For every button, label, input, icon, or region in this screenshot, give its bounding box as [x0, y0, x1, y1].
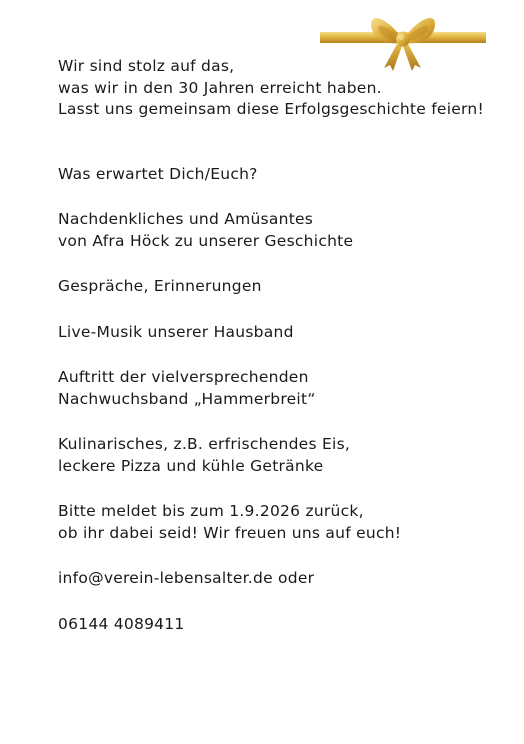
rsvp-line: ob ihr dabei seid! Wir freuen uns auf euch! [58, 523, 402, 542]
contact-phone: 06144 4089411 [58, 614, 185, 633]
intro-paragraph [58, 56, 508, 121]
agenda-item [58, 276, 508, 298]
agenda-item [58, 322, 508, 344]
invitation-text [58, 56, 508, 635]
intro-line: Lasst uns gemeinsam diese Erfolgsgeschichte feiern! [58, 100, 484, 118]
spacer [58, 477, 508, 501]
agenda-item [58, 434, 508, 477]
agenda-item-line: leckere Pizza und kühle Getränke [58, 456, 324, 475]
spacer [58, 544, 508, 568]
agenda-item-line: Gespräche, Erinnerungen [58, 277, 262, 295]
agenda-item [58, 209, 508, 252]
agenda-item-line: Kulinarisches, z.B. erfrischendes Eis, [58, 435, 351, 453]
agenda-item-line: Nachdenkliches und Amüsantes [58, 210, 314, 228]
agenda-item [58, 367, 508, 410]
intro-line: Wir sind stolz auf das, [58, 57, 235, 75]
spacer [58, 590, 508, 614]
spacer [58, 298, 508, 322]
spacer [58, 343, 508, 367]
agenda-heading: Was erwartet Dich/Euch? [58, 164, 258, 183]
agenda-item-line: von Afra Höck zu unserer Geschichte [58, 231, 354, 250]
spacer [58, 252, 508, 276]
spacer [58, 410, 508, 434]
contact-email: info@verein-lebensalter.de oder [58, 569, 315, 587]
spacer [58, 121, 508, 164]
rsvp-paragraph [58, 501, 508, 544]
rsvp-line: Bitte meldet bis zum 1.9.2026 zurück, [58, 502, 364, 520]
spacer [58, 185, 508, 209]
agenda-item-line: Auftritt der vielversprechenden [58, 368, 309, 386]
agenda-item-line: Nachwuchsband „Hammerbreit“ [58, 389, 316, 408]
intro-line: was wir in den 30 Jahren erreicht haben. [58, 78, 382, 97]
agenda-item-line: Live-Musik unserer Hausband [58, 322, 294, 341]
